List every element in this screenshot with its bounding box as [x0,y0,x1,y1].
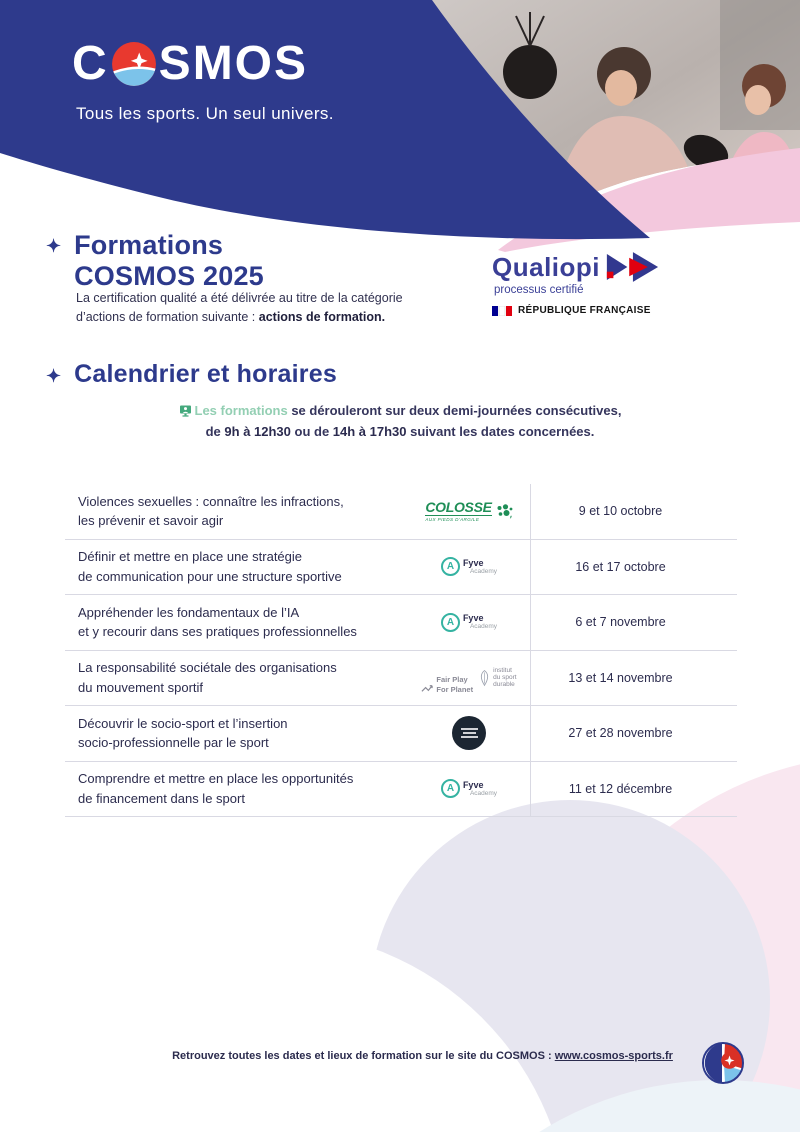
fyve-academy-logo: A Fyve Academy [441,613,497,632]
table-row [65,762,737,818]
org-logo-cell [408,500,530,522]
course-date: 13 et 14 novembre [568,670,673,685]
org-logo-cell [408,661,530,695]
fyve-academy-logo: A Fyve Academy [441,557,497,576]
course-date: 27 et 28 novembre [568,726,673,741]
qualiopi-logo [492,251,659,316]
certification-description: La certification qualité a été délivrée au titre de la catégorie d’actions de formation suivante : actions de formation. [76,291,403,325]
course-date: 9 et 10 octobre [578,504,663,519]
website-link[interactable]: www.cosmos-sports.fr [554,1050,673,1062]
formations-table [65,484,737,817]
brand-text-post: SMOS [158,37,309,90]
cosmos-sphere-footer-icon [702,1042,744,1084]
colosse-logo: COLOSSE AUX PIEDS D'ARGILE [425,500,512,522]
cosmos-sphere-icon [111,41,157,87]
fyve-circle-icon: A [441,613,460,632]
table-row [65,651,737,707]
brand-tagline: Tous les sports. Un seul univers. [76,104,334,123]
fair-play-for-planet-logo: Fair Play For Planet [421,675,473,695]
calendar-title: Calendrier et horaires [74,360,337,388]
table-row [65,484,737,540]
colosse-dots-icon [496,504,513,519]
cosmos-logo [72,37,309,90]
fyve-circle-icon: A [441,779,460,798]
republique-francaise [492,305,659,316]
person-face [605,70,637,106]
fairplay-icon [421,683,433,695]
qualiopi-subtitle: processus certifié [494,284,584,296]
formations-heading [46,230,264,293]
course-title: Violences sexuelles : connaître les infractions, les prévenir et savoir agir [78,493,344,529]
footer-note: Retrouvez toutes les dates et lieux de formation sur le site du COSMOS : www.cosmos-sports.fr [172,1050,673,1062]
course-title: Définir et mettre en place une stratégie de communication pour une structure sportive [78,549,342,584]
fyve-academy-logo: A Fyve Academy [441,779,497,798]
intro-highlight: Les formations [194,403,288,418]
table-row [65,540,737,596]
socio-sport-logo [452,716,486,750]
org-logo-cell [408,557,530,576]
course-title: Appréhender les fondamentaux de l’IA et y recourir dans ses pratiques professionnelles [78,604,357,640]
french-flag-icon [492,306,512,316]
org-logo-cell [408,716,530,750]
leaf-icon [478,669,491,687]
qualiopi-arrows-icon [605,251,659,283]
course-date: 16 et 17 octobre [575,559,666,574]
star-bullet-icon: ✦ [46,366,62,386]
fyve-circle-icon: A [441,557,460,576]
training-intro: Les formations se dérouleront sur deux demi-journées consécutives, de 9h à 12h30 ou de 14h à 17h30 suivant les dates concernées. [120,400,680,442]
org-logo-cell [408,779,530,798]
calendar-heading [46,360,337,389]
elearning-icon [179,404,192,417]
table-row [65,706,737,762]
org-logo-cell [408,613,530,632]
formations-title: Formations COSMOS 2025 [74,230,264,292]
table-row [65,595,737,651]
brand-text-pre: C [72,37,109,90]
institut-sport-durable-logo: institut du sport durable [478,667,517,689]
course-title: Comprendre et mettre en place les opportunités de financement dans le sport [78,771,354,806]
course-date: 11 et 12 décembre [568,781,673,796]
course-title: La responsabilité sociétale des organisations du mouvement sportif [78,660,337,695]
star-bullet-icon: ✦ [46,236,62,256]
course-date: 6 et 7 novembre [575,615,666,630]
course-title: Découvrir le socio-sport et l’insertion socio-professionnelle par le sport [78,715,288,751]
punching-bag [503,45,557,99]
qualiopi-name: Qualiopi [492,252,600,282]
republique-label: RÉPUBLIQUE FRANÇAISE [518,305,651,316]
